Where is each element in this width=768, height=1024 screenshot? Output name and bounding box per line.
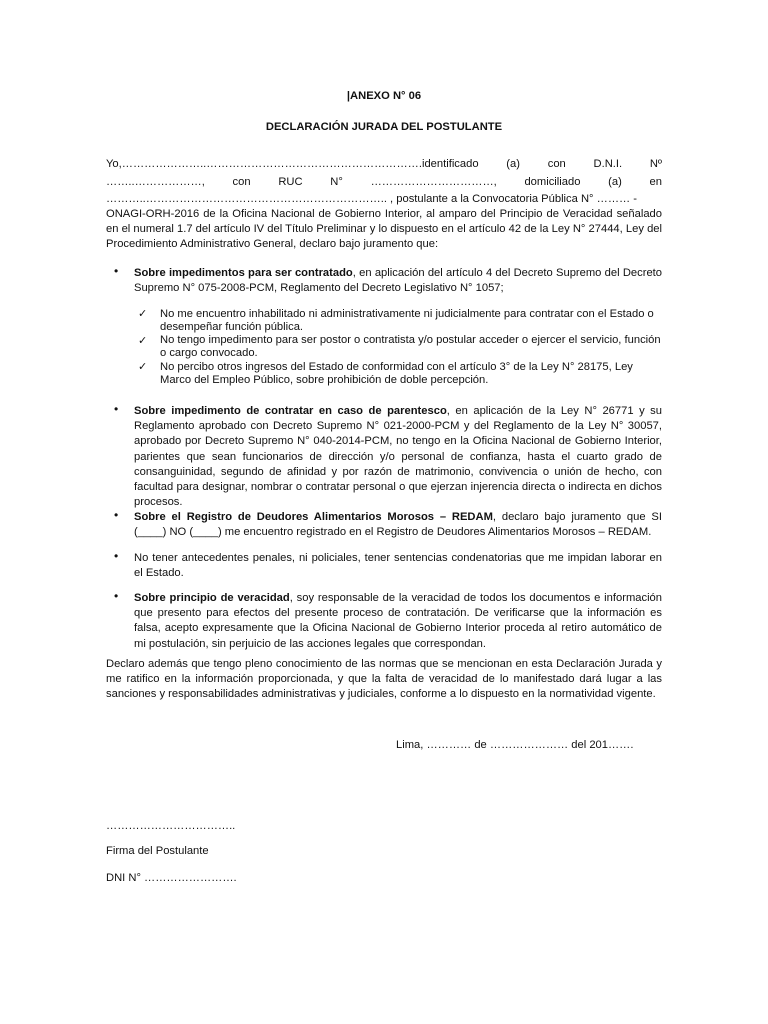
bullet-redam: [134, 510, 662, 540]
intro-line-2: [106, 176, 662, 191]
intro-token: domiciliado: [524, 176, 581, 188]
bullet-parentesco: [134, 404, 662, 510]
document-title: DECLARACIÓN JURADA DEL POSTULANTE: [265, 121, 503, 133]
bullet-marker: •: [114, 589, 119, 603]
intro-line-1: [106, 158, 662, 173]
bullet-body: , en aplicación del artículo 4 del Decreto Supremo del Decreto Supremo N° 075-2008-PCM, Reglamento del Decreto Legislativo N° 1057;: [134, 267, 663, 295]
bullet-impedimentos: [134, 266, 662, 296]
intro-token: D.N.I.: [593, 158, 623, 170]
check-icon: ✓: [138, 335, 148, 347]
intro-token: con: [232, 176, 251, 188]
bullet-body: , en aplicación de la Ley N° 26771 y su Reglamento aprobado con Decreto Supremo N° 021-2000-PCM y del Reglamento de la Ley N° 30057, aprobado por Decreto Supremo N° 040-2014-PCM, no tengo en la Oficina Nacional de Gobierno Interior, parientes que sean funcionarios de dirección y/o personal de confianza, hasta el cuarto grado de consanguinidad, segundo de afinidad y por razón de matrimonio, convivencia o unión de hecho, con facultad para designar, nombrar o contratar personal o que ejerzan injerencia directa o indirecta en dichos procesos.: [134, 405, 662, 509]
intro-paragraph: ONAGI-ORH-2016 de la Oficina Nacional de Gobierno Interior, al amparo del Principio de Veracidad señalado en el numeral 1.7 del artículo IV del Título Preliminar y lo dispuesto en el artículo 42 de la Ley N° 27444, Ley del Procedimiento Administrativo General, declaro bajo juramento que:: [106, 208, 662, 251]
check-item: No tengo impedimento para ser postor o contratista y/o postular acceder o ejercer el servicio, función o cargo convocado.: [160, 334, 661, 360]
intro-token: en: [649, 176, 662, 188]
intro-token: N°: [330, 176, 343, 188]
intro-token: (a): [506, 158, 520, 170]
check-icon: ✓: [138, 361, 148, 373]
bullet-heading: Sobre el Registro de Deudores Alimentarios Morosos – REDAM: [134, 511, 493, 523]
bullet-marker: •: [114, 264, 119, 278]
check-item: No percibo otros ingresos del Estado de conformidad con el artículo 3° de la Ley N° 28175, Ley Marco del Empleo Público, sobre prohibición de doble percepción.: [160, 361, 633, 387]
intro-token: ……………………………,: [370, 176, 497, 188]
intro-token: ………..……………………………………………………….. , postulante a la Convocatoria Pública N° ……… -: [106, 193, 638, 205]
bullet-body: , soy responsable de la veracidad de todos los documentos e información que presento para efectos del presente proceso de contratación. De verificarse que la información es falsa, acepto expresamente que la Oficina Nacional de Gobierno Interior proceda al retiro automático de mi postulación, sin perjuicio de las acciones legales que correspondan.: [134, 592, 663, 650]
bullet-body: , declaro bajo juramento que SI (____) NO (____) me encuentro registrado en el Registro de Deudores Alimentarios Morosos – REDAM.: [134, 511, 662, 539]
intro-token: (a): [608, 176, 622, 188]
annex-number: |ANEXO N° 06: [346, 90, 422, 102]
intro-token: RUC: [278, 176, 303, 188]
intro-token: Yo,…………………..………………………………………………….identificado: [106, 158, 479, 170]
intro-token: Nº: [649, 158, 662, 170]
signature-label: Firma del Postulante: [106, 845, 209, 857]
bullet-marker: •: [114, 549, 119, 563]
intro-line-3: [106, 193, 662, 208]
check-icon: ✓: [138, 308, 148, 320]
dni-line: DNI N° …………………….: [106, 872, 237, 884]
bullet-heading: Sobre impedimentos para ser contratado: [134, 267, 353, 279]
bullet-antecedentes: No tener antecedentes penales, ni policiales, tener sentencias condenatorias que me impidan laborar en el Estado.: [134, 552, 662, 580]
bullet-heading: Sobre principio de veracidad: [134, 592, 290, 604]
intro-token: ……..………………,: [106, 176, 205, 188]
bullet-marker: •: [114, 508, 119, 522]
bullet-veracidad: [134, 591, 662, 652]
check-item: No me encuentro inhabilitado ni administrativamente ni judicialmente para contratar con el Estado o desempeñar función pública.: [160, 308, 654, 334]
closing-paragraph: Declaro además que tengo pleno conocimiento de las normas que se mencionan en esta Declaración Jurada y me ratifico en la información proporcionada, y que la falta de veracidad de lo manifestado dará lugar a las sanciones y responsabilidades administrativas y judiciales, conforme a lo dispuesto en la normatividad vigente.: [106, 658, 662, 701]
intro-token: con: [547, 158, 566, 170]
date-line: Lima, ………… de ………………… del 201…….: [396, 739, 634, 751]
bullet-marker: •: [114, 402, 119, 416]
bullet-heading: Sobre impedimento de contratar en caso de parentesco: [134, 405, 447, 417]
signature-line: ……………………………..: [106, 820, 236, 832]
